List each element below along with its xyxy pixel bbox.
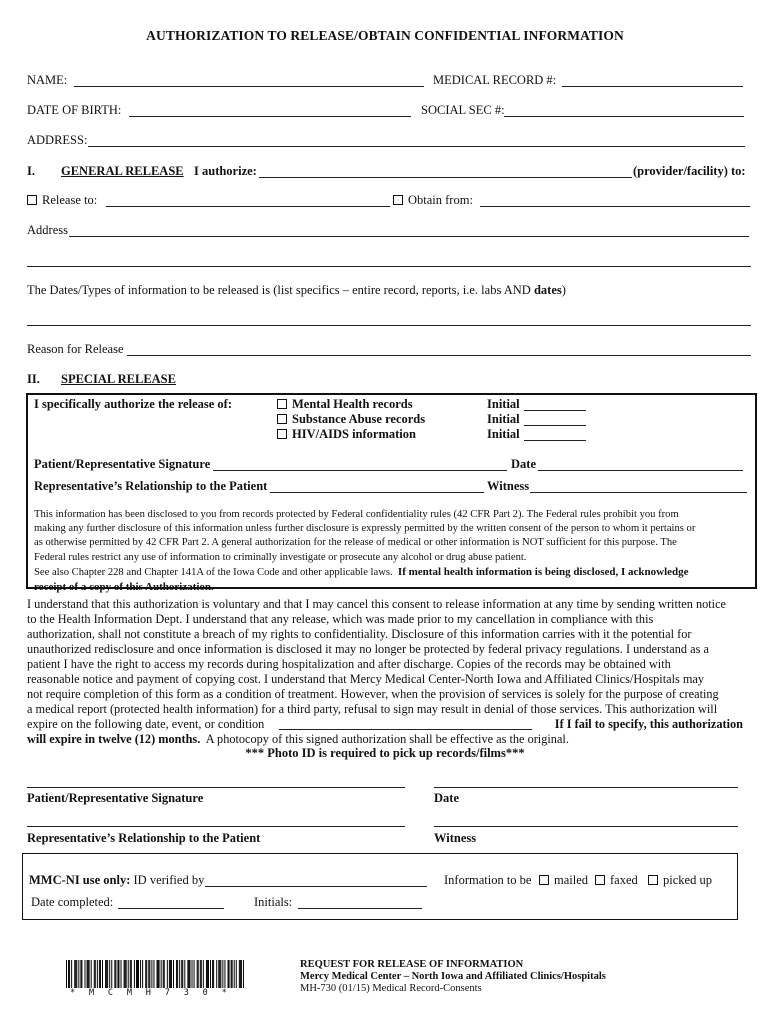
initial-label-1: Initial (487, 397, 520, 411)
barcode-bar (201, 960, 202, 988)
barcode-bar (107, 960, 108, 988)
barcode-bar (231, 960, 232, 988)
barcode-bar (94, 960, 95, 988)
barcode-bar (69, 960, 70, 988)
barcode-bar (151, 960, 152, 988)
medical-record-label: MEDICAL RECORD #: (433, 73, 557, 87)
barcode-bar (105, 960, 106, 988)
barcode-bar (80, 960, 81, 988)
substance-abuse-option[interactable]: Substance Abuse records (277, 412, 425, 427)
footer-form-code: MH-730 (01/15) Medical Record-Consents (300, 983, 482, 994)
obtain-from-checkbox[interactable] (393, 195, 403, 205)
obtain-from-option[interactable] (393, 193, 473, 208)
barcode-bar (164, 960, 165, 988)
barcode-bar (184, 960, 185, 988)
barcode-bar (158, 960, 159, 988)
barcode-bar (232, 960, 233, 988)
barcode-bar (187, 960, 188, 988)
barcode-bar (173, 960, 174, 988)
special-relationship-field[interactable] (270, 492, 484, 493)
date-completed-label: Date completed: (31, 895, 114, 909)
barcode-bar (216, 960, 217, 988)
barcode-bar (74, 960, 75, 988)
bottom-date-field[interactable] (434, 787, 738, 788)
obtain-from-field[interactable] (480, 206, 750, 207)
dates-types-field[interactable] (27, 325, 751, 326)
barcode-bar (240, 960, 241, 988)
initial-field-1[interactable] (524, 410, 586, 411)
barcode-bar (234, 960, 235, 988)
section-2-numeral: II. (27, 372, 40, 386)
barcode-bar (208, 960, 209, 988)
barcode-bar (81, 960, 82, 988)
barcode-bar (78, 960, 79, 988)
barcode-bar (71, 960, 72, 988)
substance-abuse-checkbox[interactable] (277, 414, 287, 424)
hiv-aids-checkbox[interactable] (277, 429, 287, 439)
barcode-bar (148, 960, 149, 988)
barcode-bar (177, 960, 178, 988)
barcode-bar (149, 960, 150, 988)
special-date-label: Date (511, 457, 536, 471)
barcode-bar (170, 960, 171, 988)
picked-up-checkbox[interactable] (648, 875, 658, 885)
picked-up-option[interactable]: picked up (648, 873, 712, 888)
barcode-bar (161, 960, 162, 988)
barcode-bar (159, 960, 160, 988)
initial-field-3[interactable] (524, 440, 586, 441)
specific-authorize-label: I specifically authorize the release of: (34, 397, 232, 411)
address-2-field-line2[interactable] (27, 266, 751, 267)
address-2-label: Address (27, 223, 68, 237)
info-to-be-label: Information to be (444, 873, 532, 887)
release-to-label: Release to: (42, 193, 98, 207)
barcode-bar (131, 960, 132, 988)
provider-to-label: (provider/facility) to: (633, 164, 746, 178)
barcode-bar (114, 960, 115, 988)
barcode-bar (145, 960, 146, 988)
barcode-bar (95, 960, 96, 988)
barcode-bar (99, 960, 100, 988)
barcode (66, 960, 244, 988)
release-to-field[interactable] (106, 206, 390, 207)
ssn-label: SOCIAL SEC #: (421, 103, 505, 117)
barcode-bar (91, 960, 92, 988)
name-label: NAME: (27, 73, 68, 87)
barcode-bar (171, 960, 172, 988)
barcode-bar (136, 960, 137, 988)
release-to-checkbox[interactable] (27, 195, 37, 205)
barcode-bar (128, 960, 129, 988)
mental-health-option[interactable]: Mental Health records (277, 397, 413, 412)
barcode-bar (194, 960, 195, 988)
address-field[interactable] (88, 146, 745, 147)
barcode-bar (176, 960, 177, 988)
bottom-witness-label: Witness (434, 831, 477, 845)
section-2-heading: SPECIAL RELEASE (61, 372, 176, 386)
barcode-bar (118, 960, 119, 988)
faxed-option[interactable]: faxed (595, 873, 638, 888)
barcode-bar (134, 960, 135, 988)
release-to-option[interactable] (27, 193, 97, 208)
obtain-from-label: Obtain from: (408, 193, 473, 207)
bottom-relationship-label: Representative’s Relationship to the Patient (27, 831, 261, 845)
section-1-heading: GENERAL RELEASE (61, 164, 184, 178)
dates-types-label: The Dates/Types of information to be released is (list specifics – entire record, reports, i.e. labs AND dates) (27, 283, 566, 297)
barcode-bar (181, 960, 182, 988)
barcode-bar (239, 960, 240, 988)
barcode-bar (75, 960, 76, 988)
barcode-bar (124, 960, 125, 988)
mailed-checkbox[interactable] (539, 875, 549, 885)
footer-facility: Mercy Medical Center – North Iowa and Affiliated Clinics/Hospitals (300, 971, 606, 982)
barcode-bar (66, 960, 67, 988)
barcode-bar (111, 960, 112, 988)
barcode-bar (213, 960, 214, 988)
barcode-bar (68, 960, 69, 988)
barcode-bar (163, 960, 164, 988)
barcode-bar (218, 960, 219, 988)
bottom-signature-label: Patient/Representative Signature (27, 791, 204, 805)
barcode-bar (206, 960, 207, 988)
barcode-bar (197, 960, 198, 988)
barcode-bar (138, 960, 139, 988)
barcode-bar (157, 960, 158, 988)
barcode-bar (212, 960, 213, 988)
barcode-bar (87, 960, 88, 988)
address-2-field[interactable] (69, 236, 749, 237)
barcode-bar (102, 960, 103, 988)
name-field[interactable] (74, 86, 424, 87)
barcode-bar (229, 960, 230, 988)
initials-label: Initials: (254, 895, 293, 909)
barcode-bar (137, 960, 138, 988)
barcode-bar (88, 960, 89, 988)
barcode-bar (146, 960, 147, 988)
barcode-bar (109, 960, 110, 988)
mailed-option[interactable]: mailed (539, 873, 588, 888)
barcode-bar (228, 960, 229, 988)
barcode-bar (106, 960, 107, 988)
bottom-relationship-field[interactable] (27, 826, 405, 827)
barcode-bar (89, 960, 90, 988)
barcode-bar (97, 960, 98, 988)
address-label: ADDRESS: (27, 133, 88, 147)
initials-field[interactable] (298, 908, 422, 909)
mental-health-checkbox[interactable] (277, 399, 287, 409)
special-witness-label: Witness (487, 479, 530, 493)
id-verified-row: MMC-NI use only: ID verified by (29, 873, 205, 887)
medical-record-field[interactable] (562, 86, 743, 87)
special-witness-field[interactable] (530, 492, 747, 493)
barcode-bar (125, 960, 126, 988)
id-verified-field[interactable] (205, 886, 427, 887)
barcode-bar (189, 960, 190, 988)
barcode-bar (220, 960, 221, 988)
form-title: AUTHORIZATION TO RELEASE/OBTAIN CONFIDENTIAL INFORMATION (146, 28, 624, 43)
barcode-text: * M C M H 7 3 0 * (70, 988, 228, 998)
initial-label-3: Initial (487, 427, 520, 441)
barcode-bar (236, 960, 237, 988)
barcode-bar (169, 960, 170, 988)
barcode-bar (142, 960, 143, 988)
federal-notice: This information has been disclosed to you from records protected by Federal confidentiality rules (42 CFR Part 2). The Federal rules prohibit you from making any further disclosure of this information unless further disclosure is expressly permitted by the written consent of the person to whom it pertains or as otherwise permitted by 42 CFR Part 2. A general authorization for the release of medical or other information is NOT sufficient for this purpose. The Federal rules restrict any use of information to criminally investigate or prosecute any alcohol or drug abuse patient. See also Chapter 228 and Chapter 141A of the Iowa Code and other applicable laws. If mental health information is being disclosed, I acknowledge receipt of a copy of this Authorization. (34, 509, 696, 594)
special-relationship-label: Representative’s Relationship to the Patient (34, 479, 268, 493)
barcode-bar (117, 960, 118, 988)
barcode-bar (203, 960, 204, 988)
barcode-bar (192, 960, 193, 988)
barcode-bar (121, 960, 122, 988)
barcode-bar (126, 960, 127, 988)
expire-condition-field[interactable] (279, 729, 532, 730)
reason-field[interactable] (127, 355, 751, 356)
dob-field[interactable] (129, 116, 411, 117)
bottom-date-label: Date (434, 791, 459, 805)
barcode-bar (167, 960, 168, 988)
barcode-bar (222, 960, 223, 988)
bottom-signature-field[interactable] (27, 787, 405, 788)
barcode-bar (182, 960, 183, 988)
barcode-bar (140, 960, 141, 988)
authorize-label: I authorize: (194, 164, 257, 178)
provider-field[interactable] (259, 177, 632, 178)
ssn-field[interactable] (504, 116, 744, 117)
barcode-bar (198, 960, 199, 988)
special-date-field[interactable] (538, 470, 743, 471)
photo-id-notice: *** Photo ID is required to pick up records/films*** (245, 746, 525, 760)
reason-label: Reason for Release (27, 342, 124, 356)
special-signature-field[interactable] (213, 470, 507, 471)
barcode-bar (210, 960, 211, 988)
initial-label-2: Initial (487, 412, 520, 426)
special-signature-label: Patient/Representative Signature (34, 457, 211, 471)
footer-request-title: REQUEST FOR RELEASE OF INFORMATION (300, 959, 524, 970)
barcode-bar (243, 960, 244, 988)
barcode-bar (85, 960, 86, 988)
barcode-bar (100, 960, 101, 988)
faxed-checkbox[interactable] (595, 875, 605, 885)
barcode-bar (76, 960, 77, 988)
barcode-bar (219, 960, 220, 988)
barcode-bar (115, 960, 116, 988)
date-completed-field[interactable] (118, 908, 224, 909)
initial-field-2[interactable] (524, 425, 586, 426)
barcode-bar (200, 960, 201, 988)
barcode-bar (153, 960, 154, 988)
barcode-bar (207, 960, 208, 988)
barcode-bar (130, 960, 131, 988)
barcode-bar (224, 960, 225, 988)
section-1-numeral: I. (27, 164, 35, 178)
bottom-witness-field[interactable] (434, 826, 738, 827)
dob-label: DATE OF BIRTH: (27, 103, 122, 117)
barcode-bar (179, 960, 180, 988)
barcode-bar (241, 960, 242, 988)
consent-paragraph: I understand that this authorization is voluntary and that I may cancel this consent to release information at any time by sending written notice to the Health Information Dept. I understand that any release, which was made prior to my cancellation in compliance with this authorization, shall not constitute a breach of my rights to confidentiality. Disclosure of this information carries with it the potential for unauthorized redisclosure and once information is disclosed it may no longer be protected by federal privacy regulations. I understand as a patient I have the right to access my records during hospitalization and after discharge. Copies of the records may be obtained with reasonable notice and payment of copying cost. I understand that Mercy Medical Center-North Iowa and Affiliated Clinics/Hospitals may not require completion of this form as a condition of treatment. However, when the provision of services is solely for the purpose of creating a medical report (protected health information) for a third party, refusal to sign may result in denial of those services. This authorization will expire on the following date, event, or condition If I fail to specify, this authorization will expire in twelve (12) months. A photocopy of this signed authorization shall be effective as the original. (27, 597, 743, 746)
hiv-aids-option[interactable]: HIV/AIDS information (277, 427, 416, 442)
barcode-bar (188, 960, 189, 988)
